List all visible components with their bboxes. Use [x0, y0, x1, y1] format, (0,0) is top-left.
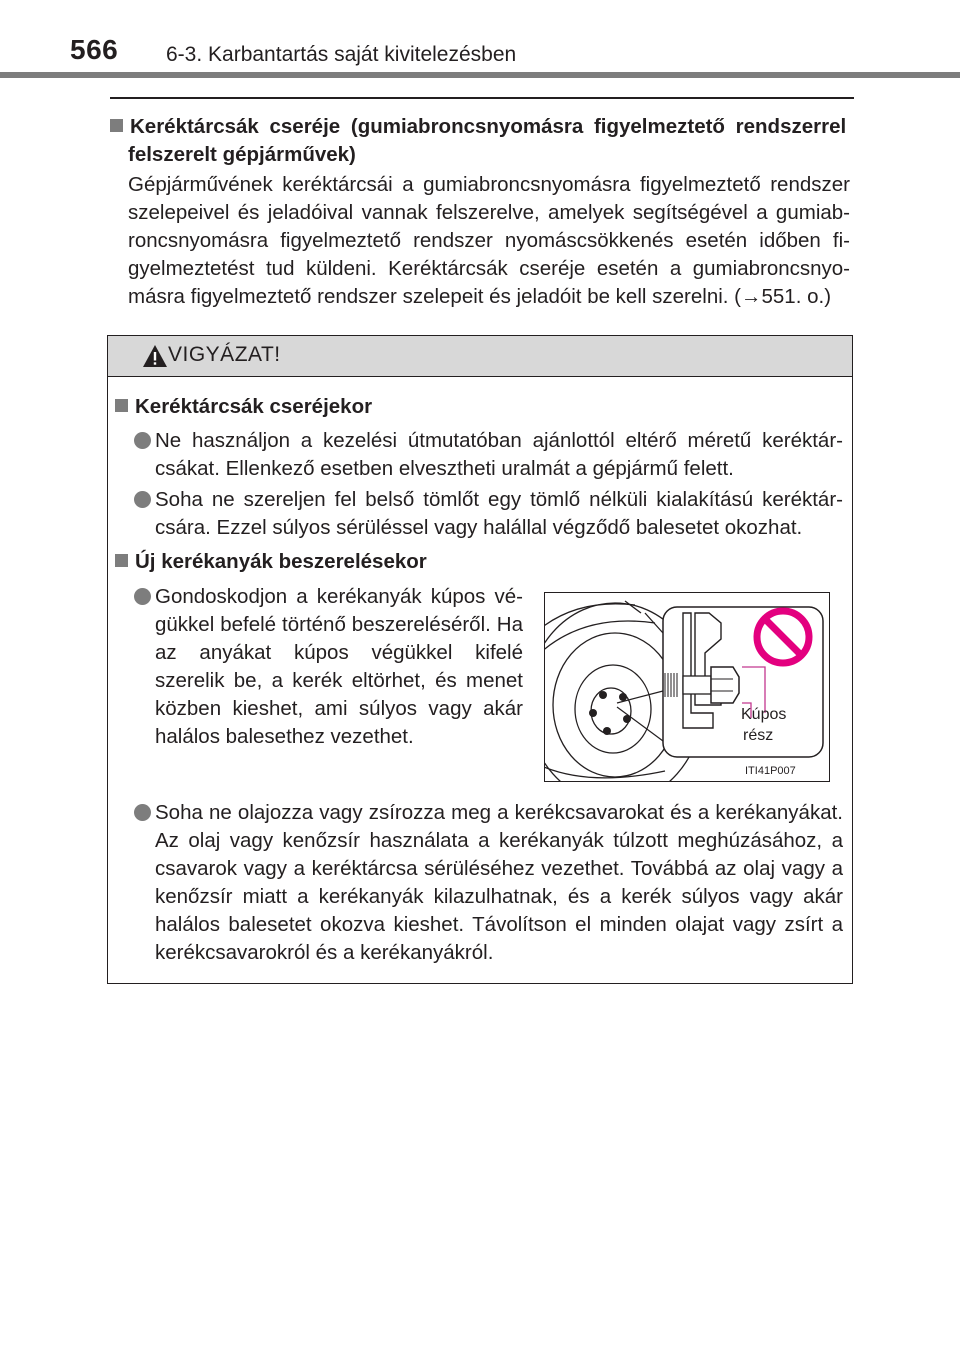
figure-label-line1: Kúpos — [741, 706, 787, 723]
round-bullet-icon — [134, 491, 151, 508]
page-header — [0, 0, 960, 80]
wheel-nut-illustration — [545, 593, 829, 781]
header-rule — [0, 72, 960, 78]
topic-heading-line2: felszerelt gépjárművek) — [128, 143, 356, 166]
square-bullet-icon — [115, 554, 128, 567]
caution-bullet: Soha ne olajozza vagy zsírozza meg a kerékcsavarokat és a kerékanyákat. Az olaj vagy kenőzsír használata a kerékanyák túlzott meghúzásához, a csavarok vagy a keréktárcsa sérüléséhez vezethet. Továbbá az olaj vagy a kenőzsír miatt a kerékanyák kilazulhatnak, és a kerék súlyos vagy akár halálos balesetet okozva kieshet. Távolítson el minden olajat vagy zsírt a kerékcsavarokról és a kerékanyákról. — [134, 799, 843, 967]
topic-heading — [110, 113, 855, 169]
wheel-nut-figure — [544, 592, 830, 782]
figure-label-line2: rész — [743, 727, 774, 744]
round-bullet-icon — [134, 432, 151, 449]
caution-header — [108, 336, 852, 377]
topic-heading-line1: Keréktárcsák cseréje (gumiabroncsnyomásra figyelmeztető rendszerrel — [130, 115, 847, 138]
round-bullet-icon — [134, 588, 151, 605]
caution-subheading-2: Új kerékanyák beszerelésekor — [115, 550, 427, 574]
content-top-rule — [110, 97, 854, 99]
topic-body: Gépjárművének keréktárcsái a gumiabroncsnyomásra figyelmeztető rendszer szelepeivel és jeladóival vannak felszerelve, amelyek segítségével a gumiabroncsnyomásra figyelmeztető rendszer nyomáscsökkenés esetén időben figyelmeztetést tud küldeni. Keréktárcsák cseréje esetén a gumiabroncsnyomásra figyelmeztető rendszer szelepeit és jeladóit be kell szerelni. (→551. o.) — [128, 173, 850, 308]
square-bullet-icon — [115, 399, 128, 412]
figure-code: ITI41P007 — [745, 765, 796, 777]
page-number: 566 — [70, 34, 119, 65]
round-bullet-icon — [134, 804, 151, 821]
caution-title: VIGYÁZAT! — [168, 343, 281, 366]
caution-bullet: Gondoskodjon a kerékanyák kúpos végükkel befelé történő beszereléséről. Ha az anyákat kúpos végükkel kifelé szerelik be, a kerék eltörhet, és menet közben kieshet, ami súlyos vagy akár halálos balesethez vezethet. — [134, 583, 523, 751]
caution-bullet: Soha ne szereljen fel belső tömlőt egy tömlő nélküli kialakítású keréktárcsára. Ezzel súlyos sérüléssel vagy halállal végződő balesetet okozhat. — [134, 486, 843, 542]
square-bullet-icon — [110, 119, 123, 132]
caution-box — [107, 335, 853, 984]
warning-triangle-icon — [142, 344, 168, 368]
caution-bullet: Ne használjon a kezelési útmutatóban ajánlottól eltérő méretű keréktárcsákat. Ellenkező esetben elvesztheti uralmát a gépjármű felett. — [134, 427, 843, 483]
section-title: 6-3. Karbantartás saját kivitelezésben — [166, 43, 517, 66]
caution-subheading-1: Keréktárcsák cseréjekor — [115, 395, 372, 419]
